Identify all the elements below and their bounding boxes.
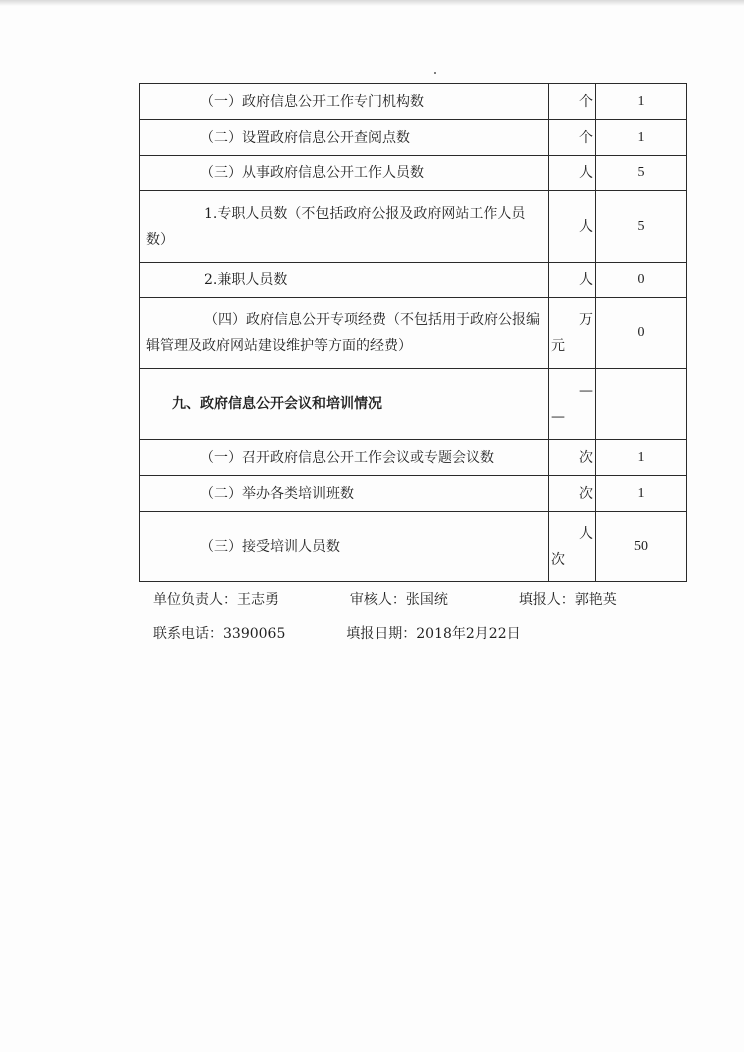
row-unit bbox=[549, 369, 596, 440]
row-unit-line: — bbox=[579, 383, 593, 399]
filler-name: 郭艳英 bbox=[574, 592, 617, 608]
table-row bbox=[140, 120, 687, 156]
row-unit: 次 bbox=[549, 476, 596, 512]
row-unit: 个 bbox=[549, 84, 596, 120]
table-row bbox=[140, 512, 687, 582]
row-unit bbox=[549, 512, 596, 582]
row-value: 5 bbox=[596, 191, 687, 263]
unit-head-label: 单位负责人： bbox=[153, 592, 237, 608]
row-unit: 人 bbox=[549, 263, 596, 298]
table-row bbox=[140, 440, 687, 476]
table-row bbox=[140, 156, 687, 191]
row-unit-line: 元 bbox=[551, 338, 565, 354]
table-row bbox=[140, 369, 687, 440]
scan-edge bbox=[0, 0, 744, 6]
row-item-label: （一）政府信息公开工作专门机构数 bbox=[140, 84, 549, 120]
row-item-label: （二）设置政府信息公开查阅点数 bbox=[140, 120, 549, 156]
row-value bbox=[596, 369, 687, 440]
row-value: 0 bbox=[596, 298, 687, 369]
row-unit-line: 人 bbox=[579, 525, 593, 542]
footer-signatures bbox=[153, 589, 617, 609]
table-row bbox=[140, 298, 687, 369]
row-unit bbox=[549, 298, 596, 369]
row-value: 50 bbox=[596, 512, 687, 582]
table-row bbox=[140, 191, 687, 263]
row-item-label: （二）举办各类培训班数 bbox=[140, 476, 549, 512]
scan-speck bbox=[434, 72, 436, 74]
row-unit: 次 bbox=[549, 440, 596, 476]
footer-contact bbox=[153, 623, 521, 643]
table-row bbox=[140, 84, 687, 120]
row-value: 1 bbox=[596, 440, 687, 476]
row-item-label: （一）召开政府信息公开工作会议或专题会议数 bbox=[140, 440, 549, 476]
row-value: 5 bbox=[596, 156, 687, 191]
section-heading: 九、政府信息公开会议和培训情况 bbox=[140, 369, 549, 440]
statistics-table bbox=[139, 83, 687, 582]
row-unit-line: — bbox=[551, 409, 565, 425]
unit-head-name: 王志勇 bbox=[237, 592, 279, 608]
row-unit: 个 bbox=[549, 120, 596, 156]
reviewer-name: 张国统 bbox=[405, 592, 448, 608]
table-row bbox=[140, 263, 687, 298]
row-value: 0 bbox=[596, 263, 687, 298]
row-item-label: （三）接受培训人员数 bbox=[140, 512, 549, 582]
row-item-label: 2.兼职人员数 bbox=[140, 263, 549, 298]
row-unit-line: 万 bbox=[579, 312, 593, 328]
row-unit: 人 bbox=[549, 191, 596, 263]
row-value: 1 bbox=[596, 120, 687, 156]
phone-label: 联系电话： bbox=[153, 626, 223, 642]
reviewer-label: 审核人： bbox=[349, 592, 406, 608]
filler-label: 填报人： bbox=[518, 592, 575, 608]
row-item-label: （四）政府信息公开专项经费（不包括用于政府公报编辑管理及政府网站建设维护等方面的经费） bbox=[140, 298, 549, 369]
phone-number: 3390065 bbox=[223, 626, 286, 642]
row-value: 1 bbox=[596, 84, 687, 120]
row-unit: 人 bbox=[549, 156, 596, 191]
row-unit-line: 次 bbox=[551, 551, 565, 568]
row-item-label: （三）从事政府信息公开工作人员数 bbox=[140, 156, 549, 191]
table-row bbox=[140, 476, 687, 512]
date-label: 填报日期： bbox=[346, 626, 417, 642]
row-item-label: 1.专职人员数（不包括政府公报及政府网站工作人员数） bbox=[140, 191, 549, 263]
row-value: 1 bbox=[596, 476, 687, 512]
report-date: 2018年2月22日 bbox=[416, 626, 521, 642]
